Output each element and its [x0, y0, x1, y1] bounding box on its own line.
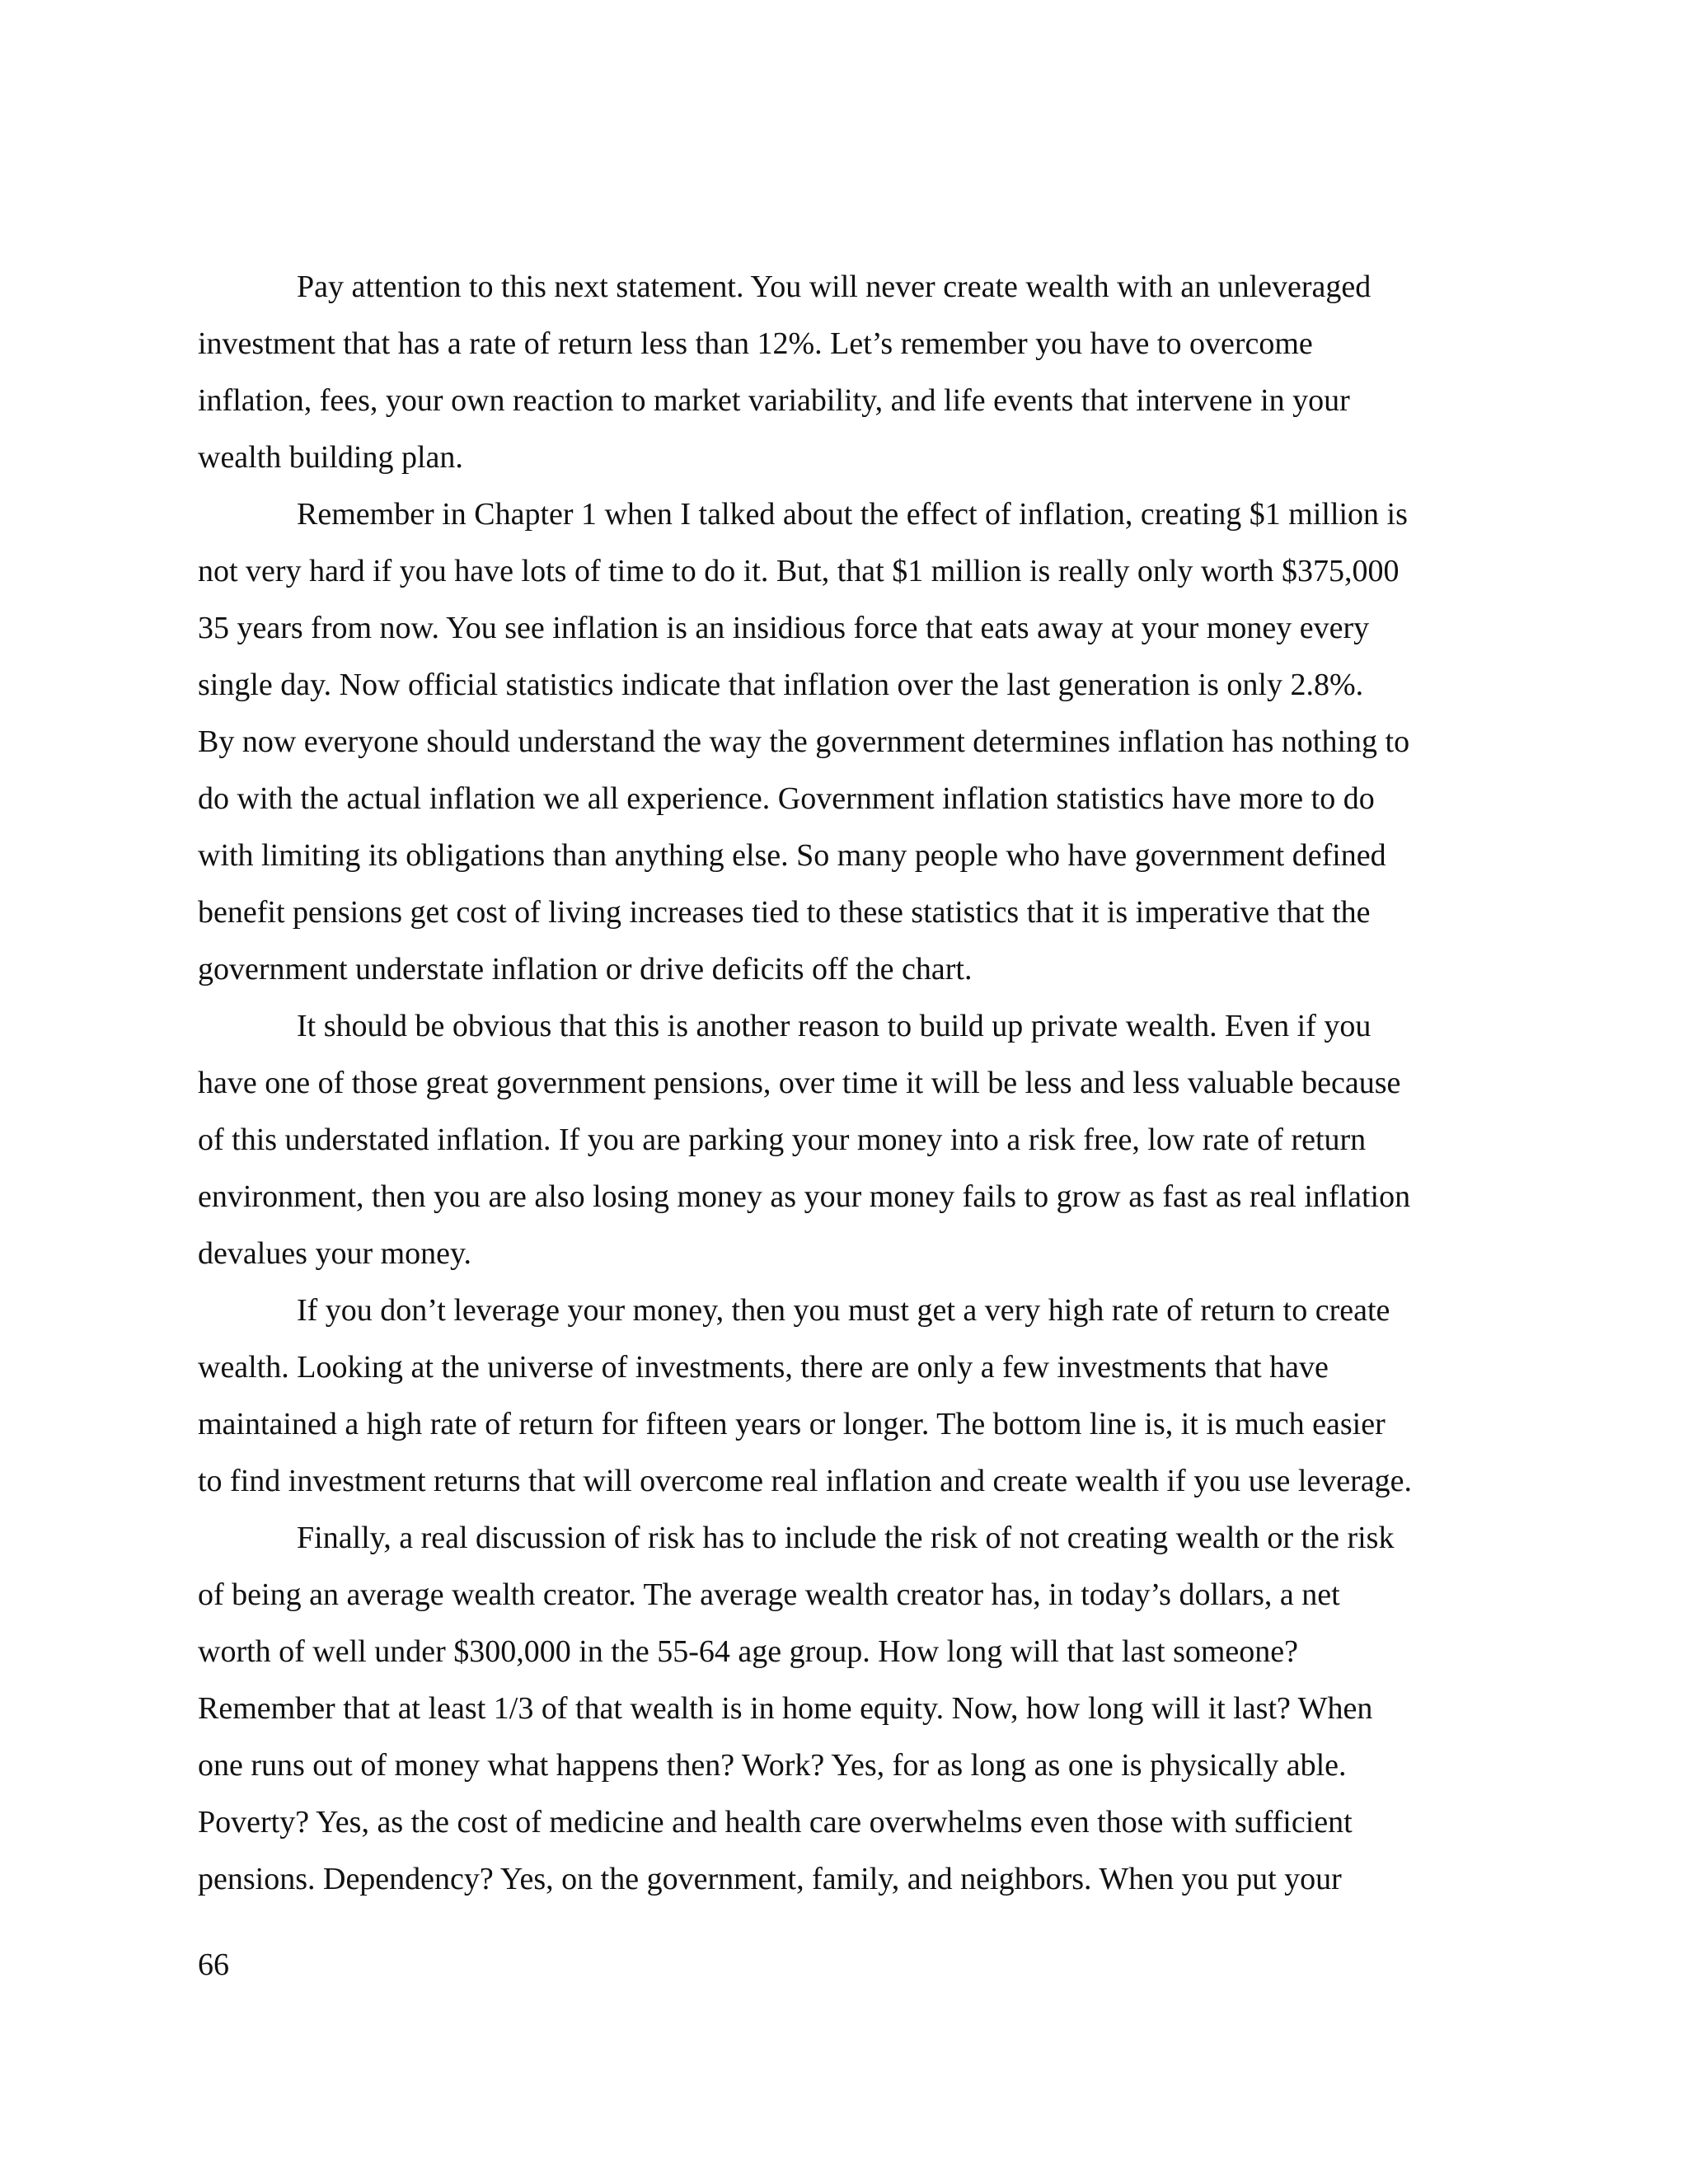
text-line: inflation, fees, your own reaction to market variability, and life events that intervene in your — [198, 383, 1350, 418]
text-line: If you don’t leverage your money, then you must get a very high rate of return to create — [297, 1293, 1390, 1328]
paragraph-2 — [198, 486, 1484, 998]
paragraph-4 — [198, 1282, 1484, 1510]
text-line: pensions. Dependency? Yes, on the government, family, and neighbors. When you put your — [198, 1862, 1342, 1896]
text-line: Poverty? Yes, as the cost of medicine and health care overwhelms even those with sufficient — [198, 1805, 1353, 1840]
text-line: wealth building plan. — [198, 440, 463, 475]
text-line: wealth. Looking at the universe of investments, there are only a few investments that have — [198, 1350, 1329, 1385]
text-line: not very hard if you have lots of time to do it. But, that $1 million is really only worth $375,000 — [198, 554, 1400, 588]
text-line: By now everyone should understand the way the government determines inflation has nothing to — [198, 724, 1410, 759]
text-line: to find investment returns that will overcome real inflation and create wealth if you use leverage. — [198, 1464, 1413, 1498]
text-line: Pay attention to this next statement. You will never create wealth with an unleveraged — [297, 269, 1372, 304]
text-line: worth of well under $300,000 in the 55-64 age group. How long will that last someone? — [198, 1634, 1299, 1669]
text-line: Finally, a real discussion of risk has to include the risk of not creating wealth or the risk — [297, 1521, 1395, 1555]
text-line: government understate inflation or drive deficits off the chart. — [198, 952, 973, 987]
text-line: maintained a high rate of return for fifteen years or longer. The bottom line is, it is much easier — [198, 1407, 1386, 1441]
text-line: It should be obvious that this is another reason to build up private wealth. Even if you — [297, 1009, 1372, 1043]
text-line: benefit pensions get cost of living increases tied to these statistics that it is imperative that the — [198, 895, 1371, 930]
page-number: 66 — [198, 1947, 229, 1982]
paragraph-3 — [198, 998, 1484, 1282]
text-line: of being an average wealth creator. The average wealth creator has, in today’s dollars, a net — [198, 1577, 1340, 1612]
text-line: 35 years from now. You see inflation is an insidious force that eats away at your money every — [198, 611, 1370, 645]
text-line: with limiting its obligations than anything else. So many people who have government defined — [198, 838, 1386, 873]
text-line: Remember in Chapter 1 when I talked about the effect of inflation, creating $1 million is — [297, 497, 1408, 532]
text-line: of this understated inflation. If you are parking your money into a risk free, low rate of return — [198, 1122, 1367, 1157]
text-line: do with the actual inflation we all experience. Government inflation statistics have more to do — [198, 781, 1375, 816]
text-line: have one of those great government pensions, over time it will be less and less valuable because — [198, 1066, 1401, 1100]
text-line: one runs out of money what happens then? Work? Yes, for as long as one is physically able. — [198, 1748, 1347, 1783]
paragraph-5 — [198, 1510, 1484, 1908]
text-line: Remember that at least 1/3 of that wealth is in home equity. Now, how long will it last? When — [198, 1691, 1373, 1726]
body-text — [198, 259, 1484, 1908]
text-line: environment, then you are also losing money as your money fails to grow as fast as real inflation — [198, 1179, 1411, 1214]
text-line: single day. Now official statistics indicate that inflation over the last generation is only 2.8%. — [198, 668, 1364, 702]
paragraph-1 — [198, 259, 1484, 486]
text-line: investment that has a rate of return less than 12%. Let’s remember you have to overcome — [198, 326, 1313, 361]
text-line: devalues your money. — [198, 1236, 472, 1271]
